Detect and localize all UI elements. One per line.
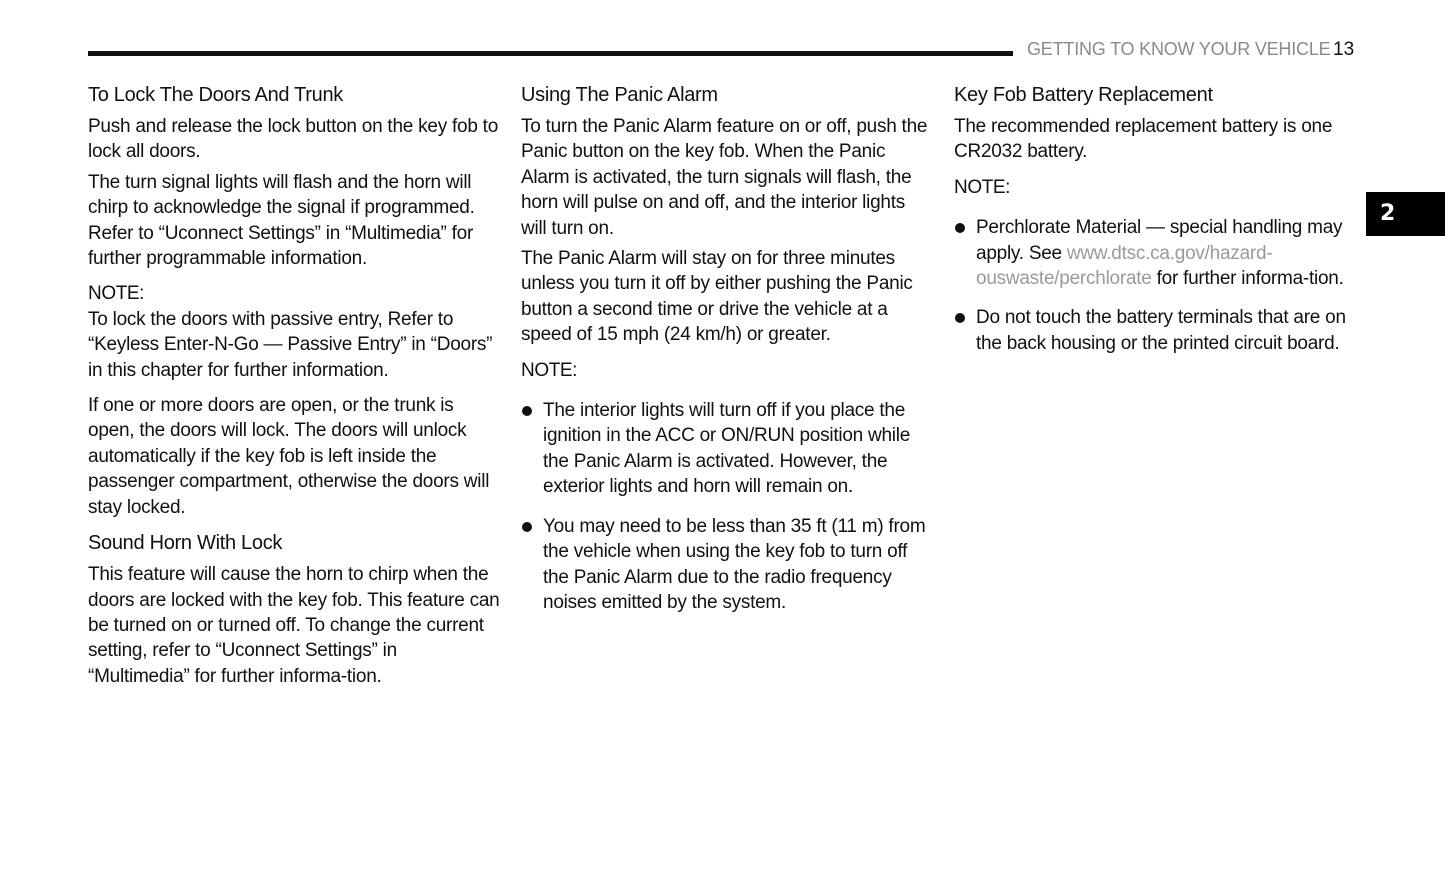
list-item-text: The interior lights will turn off if you place the ignition in the ACC or ON/RUN position while the Panic Alarm is activated. However, the exterior lights and horn will remain on. <box>543 400 911 498</box>
list-item <box>954 215 1366 291</box>
sound-horn-heading: Sound Horn With Lock <box>88 532 283 555</box>
lock-doors-paragraph-2: The turn signal lights will flash and the horn will chirp to acknowledge the signal if programmed. Refer to “Uconnect Settings” in “Multimedia” for further programmable information. <box>88 171 475 270</box>
list-item <box>521 398 933 500</box>
lock-doors-heading: To Lock The Doors And Trunk <box>88 84 344 106</box>
note-label: NOTE: <box>88 283 145 305</box>
perchlorate-link[interactable]: www.dtsc.ca.gov/hazard-ouswaste/perchlorate <box>976 242 1273 290</box>
list-item-text-start: Perchlorate Material — special handling may apply. See <box>976 217 1343 264</box>
list-item <box>954 305 1366 356</box>
column-3 <box>954 82 1366 370</box>
column-1 <box>88 82 500 694</box>
bullet-icon <box>955 223 965 233</box>
note-text: To lock the doors with passive entry, Refer to “Keyless Enter-N-Go — Passive Entry” in “Doors” in this chapter for further information. <box>88 308 493 381</box>
lock-doors-paragraph-3: If one or more doors are open, or the trunk is open, the doors will lock. The doors will unlock automatically if the key fob is left inside the passenger compartment, otherwise the doors will stay locked. <box>88 395 490 518</box>
battery-note-list <box>954 215 1366 356</box>
bullet-icon <box>522 406 532 416</box>
list-item-text-end: for further informa-tion. <box>1151 268 1344 290</box>
list-item <box>521 514 933 616</box>
sound-horn-paragraph: This feature will cause the horn to chirp when the doors are locked with the key fob. This feature can be turned on or turned off. To change the current setting, refer to “Uconnect Settings” in “Multimedia” for further informa-tion. <box>88 564 500 687</box>
bullet-icon <box>522 522 532 532</box>
lock-doors-paragraph-1: Push and release the lock button on the key fob to lock all doors. <box>88 116 499 163</box>
panic-alarm-paragraph-2: The Panic Alarm will stay on for three minutes unless you turn it off by either pushing the Panic button a second time or drive the vehicle at a speed of 15 mph (24 km/h) or greater. <box>521 248 913 346</box>
bullet-icon <box>955 313 965 323</box>
note-label: NOTE: <box>521 359 578 381</box>
list-item-text: You may need to be less than 35 ft (11 m) from the vehicle when using the key fob to turn off the Panic Alarm due to the radio frequency noises emitted by the system. <box>543 515 926 613</box>
panic-note-list <box>521 398 933 615</box>
header-rule <box>88 51 1013 56</box>
note-label: NOTE: <box>954 176 1011 198</box>
battery-paragraph: The recommended replacement battery is one CR2032 battery. <box>954 116 1333 163</box>
panic-alarm-heading: Using The Panic Alarm <box>521 84 718 106</box>
list-item-text: Do not touch the battery terminals that are on the back housing or the printed circuit board. <box>976 307 1346 354</box>
running-head: GETTING TO KNOW YOUR VEHICLE <box>1027 39 1331 59</box>
page-number: 13 <box>1333 39 1355 60</box>
chapter-tab[interactable]: 2 <box>1366 192 1445 236</box>
panic-alarm-paragraph-1: To turn the Panic Alarm feature on or off, push the Panic button on the key fob. When the Panic Alarm is activated, the turn signals will flash, the horn will pulse on and off, and the interior lights will turn on. <box>521 116 928 239</box>
battery-replacement-heading: Key Fob Battery Replacement <box>954 84 1213 106</box>
column-2 <box>521 82 933 629</box>
